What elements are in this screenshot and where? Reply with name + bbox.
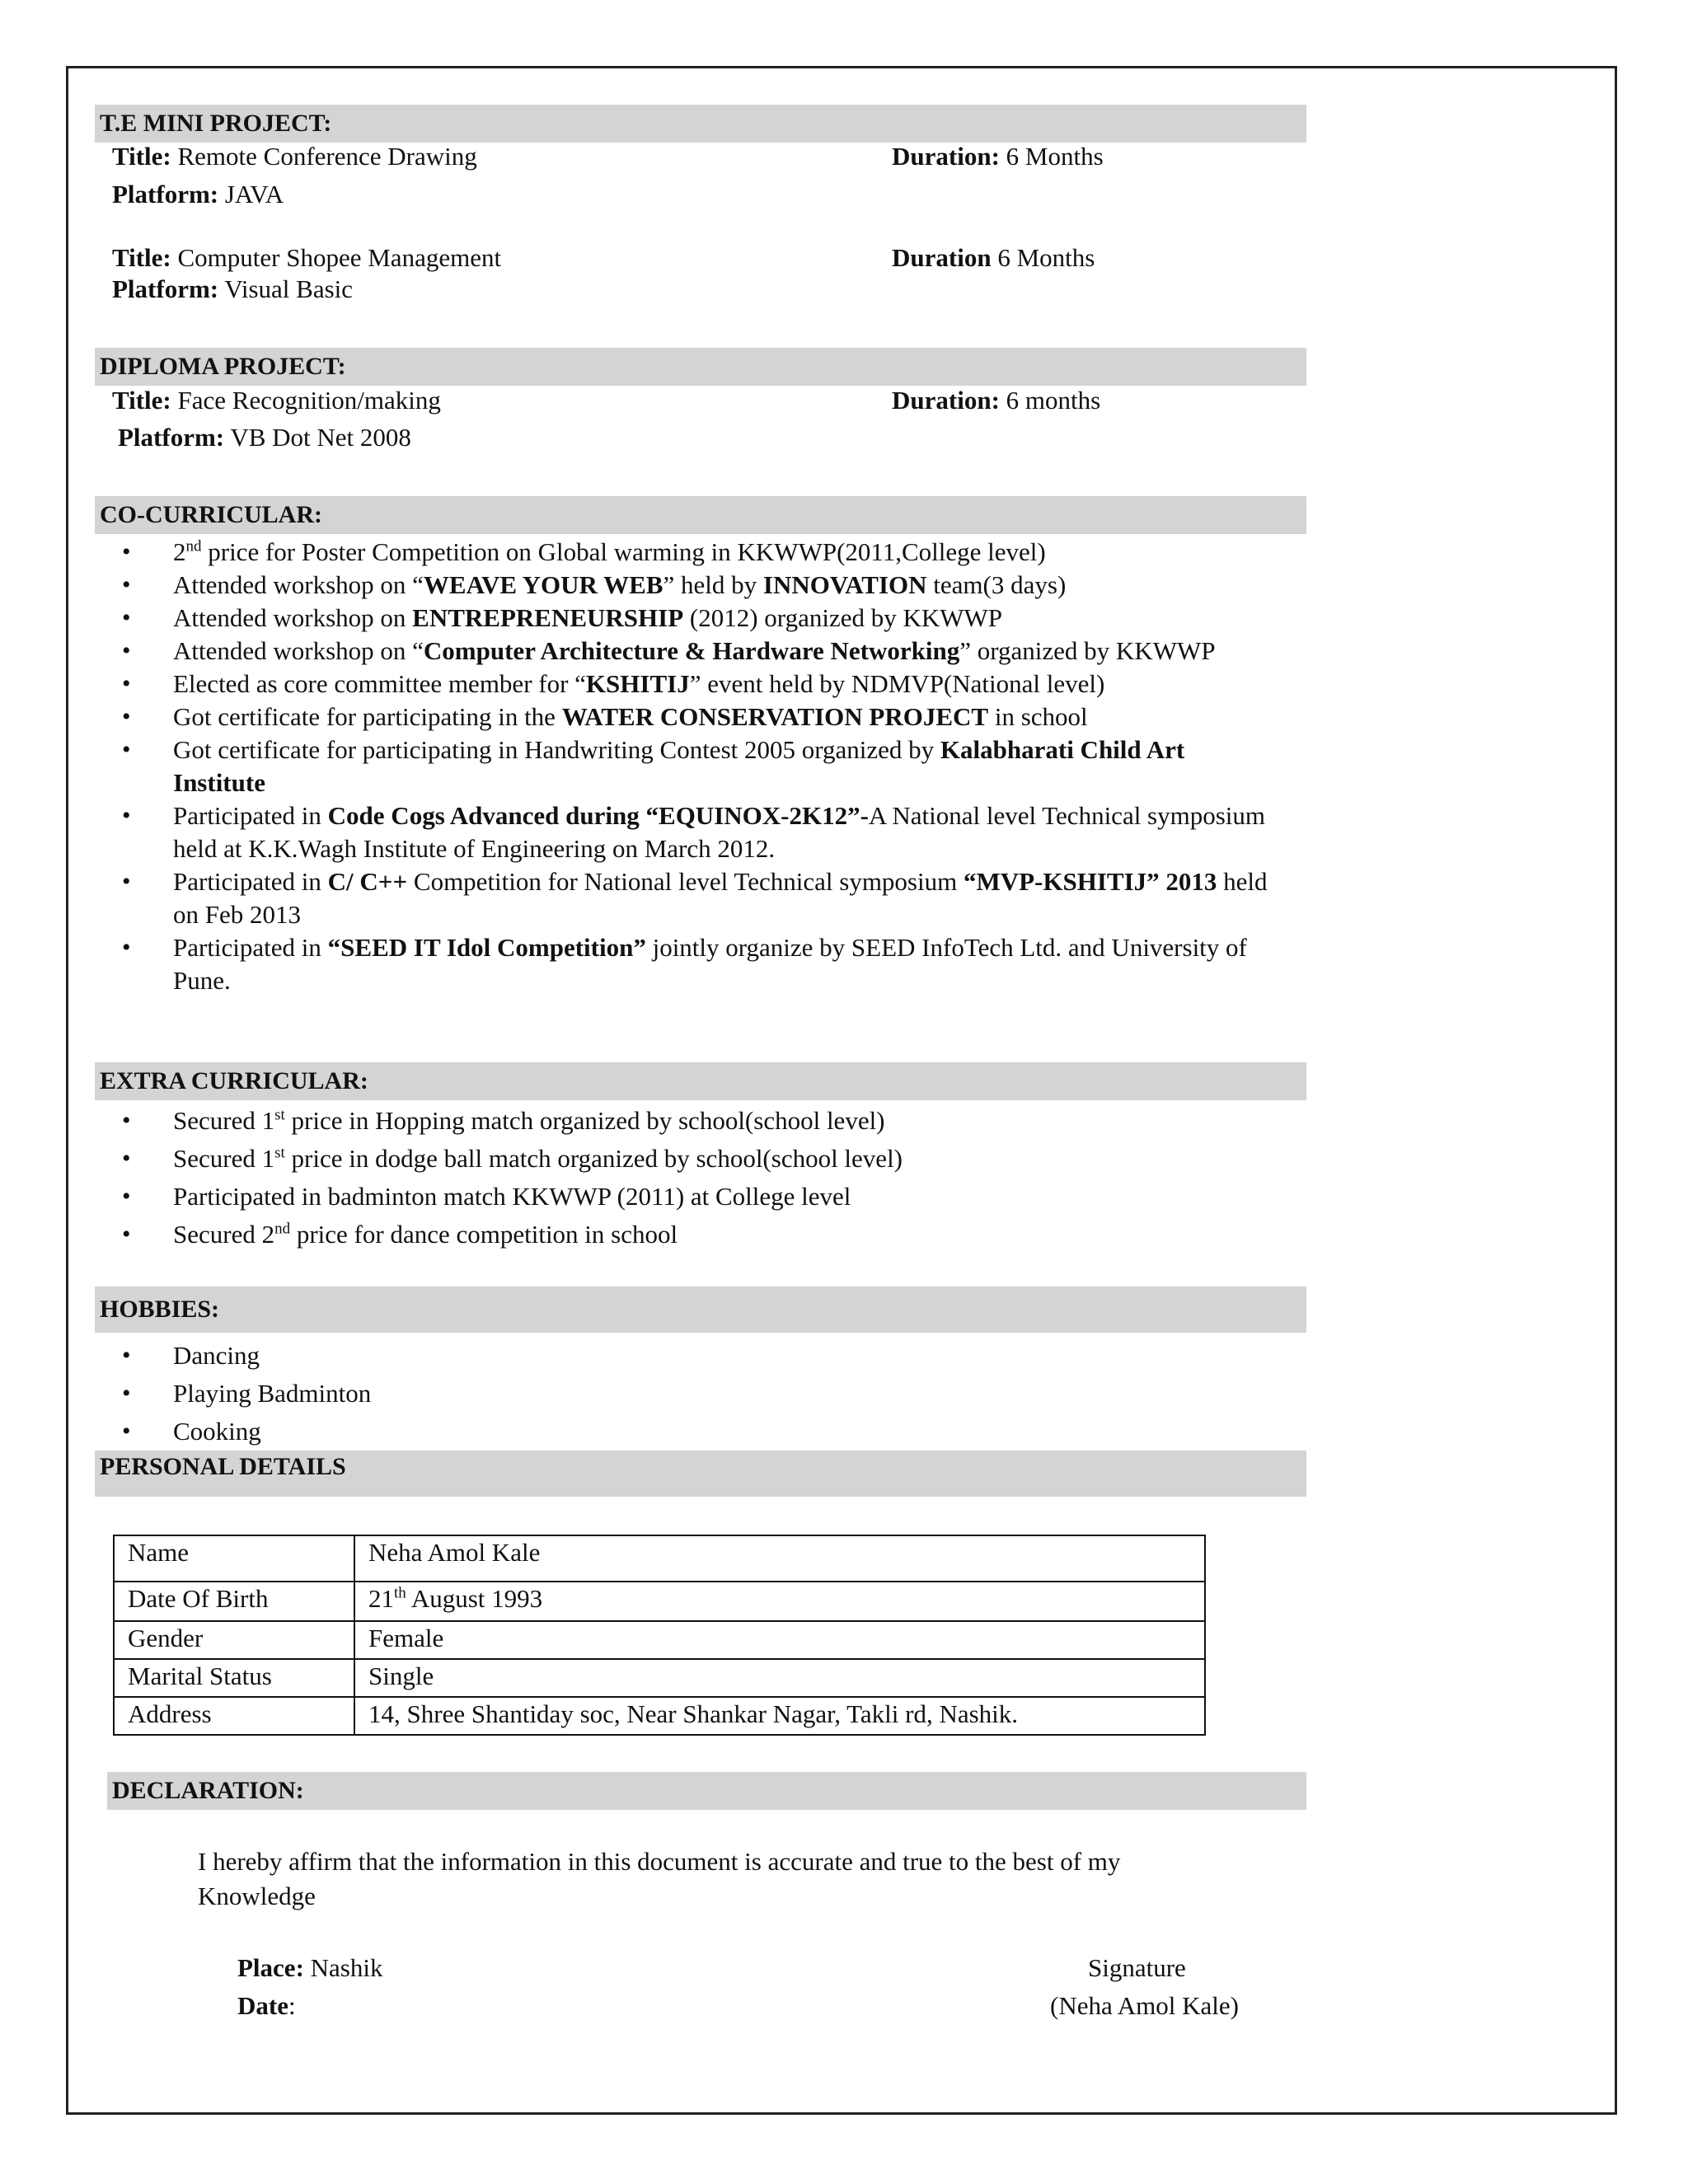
declaration-heading: DECLARATION: xyxy=(107,1772,1306,1810)
table-row xyxy=(114,1621,1205,1659)
project-2-platform: Platform: Visual Basic xyxy=(112,274,354,303)
list-item: • Secured 1st price in dodge ball match organized by school(school level) xyxy=(115,1140,1269,1178)
list-item: • Got certificate for participating in Handwriting Contest 2005 organized by Kalabharati Child Art Institute xyxy=(115,733,1269,799)
field-value: 14, Shree Shantiday soc, Near Shankar Nagar, Takli rd, Nashik. xyxy=(354,1697,1205,1735)
list-item: • Dancing xyxy=(115,1337,1269,1375)
list-item: • Participated in C/ C++ Competition for National level Technical symposium “MVP-KSHITIJ” 2013 held on Feb 2013 xyxy=(115,865,1269,931)
project-2-title: Title: Computer Shopee Management xyxy=(112,243,502,272)
field-value: Female xyxy=(354,1621,1205,1659)
signature-name: (Neha Amol Kale) xyxy=(1050,1991,1239,2020)
extra-curricular-list xyxy=(115,1102,1269,1254)
field-key: Address xyxy=(114,1697,354,1735)
list-item: • Attended workshop on “Computer Architecture & Hardware Networking” organized by KKWWP xyxy=(115,635,1269,668)
table-row xyxy=(114,1535,1205,1582)
field-value: 21th August 1993 xyxy=(354,1582,1205,1621)
diploma-project-heading: DIPLOMA PROJECT: xyxy=(95,348,1306,386)
project-1-duration: Duration: 6 Months xyxy=(892,142,1104,171)
list-item: • Cooking xyxy=(115,1413,1269,1451)
table-row xyxy=(114,1697,1205,1735)
diploma-title: Title: Face Recognition/making xyxy=(112,386,441,415)
co-curricular-heading: CO-CURRICULAR: xyxy=(95,496,1306,534)
field-value: Single xyxy=(354,1659,1205,1697)
hobbies-list xyxy=(115,1337,1269,1451)
list-item: • Got certificate for participating in the WATER CONSERVATION PROJECT in school xyxy=(115,701,1269,733)
te-mini-project-heading: T.E MINI PROJECT: xyxy=(95,105,1306,143)
project-1-title: Title: Remote Conference Drawing xyxy=(112,142,477,171)
list-item: • Participated in Code Cogs Advanced during “EQUINOX-2K12”-A National level Technical symposium held at K.K.Wagh Institute of Engineering on March 2012. xyxy=(115,799,1269,865)
list-item: • Participated in “SEED IT Idol Competition” jointly organize by SEED InfoTech Ltd. and University of Pune. xyxy=(115,931,1269,997)
co-curricular-list xyxy=(115,536,1269,997)
personal-details-heading: PERSONAL DETAILS xyxy=(95,1451,1306,1497)
list-item: • Playing Badminton xyxy=(115,1375,1269,1413)
personal-details-table xyxy=(113,1535,1206,1736)
list-item: • Attended workshop on ENTREPRENEURSHIP (2012) organized by KKWWP xyxy=(115,602,1269,635)
field-key: Marital Status xyxy=(114,1659,354,1697)
list-item: • 2nd price for Poster Competition on Global warming in KKWWP(2011,College level) xyxy=(115,536,1269,569)
project-1-platform: Platform: JAVA xyxy=(112,180,284,209)
field-key: Date Of Birth xyxy=(114,1582,354,1621)
signature-label: Signature xyxy=(1088,1953,1186,1982)
list-item: • Elected as core committee member for “KSHITIJ” event held by NDMVP(National level) xyxy=(115,668,1269,701)
field-key: Gender xyxy=(114,1621,354,1659)
list-item: • Attended workshop on “WEAVE YOUR WEB” held by INNOVATION team(3 days) xyxy=(115,569,1269,602)
extra-curricular-heading: EXTRA CURRICULAR: xyxy=(95,1062,1306,1100)
table-row xyxy=(114,1659,1205,1697)
field-key: Name xyxy=(114,1535,354,1582)
list-item: • Secured 2nd price for dance competition in school xyxy=(115,1216,1269,1254)
diploma-platform: Platform: VB Dot Net 2008 xyxy=(118,423,411,452)
list-item: • Participated in badminton match KKWWP (2011) at College level xyxy=(115,1178,1269,1216)
table-row xyxy=(114,1582,1205,1621)
project-2-duration: Duration 6 Months xyxy=(892,243,1095,272)
list-item: • Secured 1st price in Hopping match organized by school(school level) xyxy=(115,1102,1269,1140)
diploma-duration: Duration: 6 months xyxy=(892,386,1101,415)
place-line: Place: Nashik xyxy=(237,1953,383,1982)
declaration-text: I hereby affirm that the information in this document is accurate and true to the best of my Knowledge xyxy=(198,1847,1121,1910)
date-line: Date: xyxy=(237,1991,296,2020)
hobbies-heading: HOBBIES: xyxy=(95,1286,1306,1333)
field-value: Neha Amol Kale xyxy=(354,1535,1205,1582)
